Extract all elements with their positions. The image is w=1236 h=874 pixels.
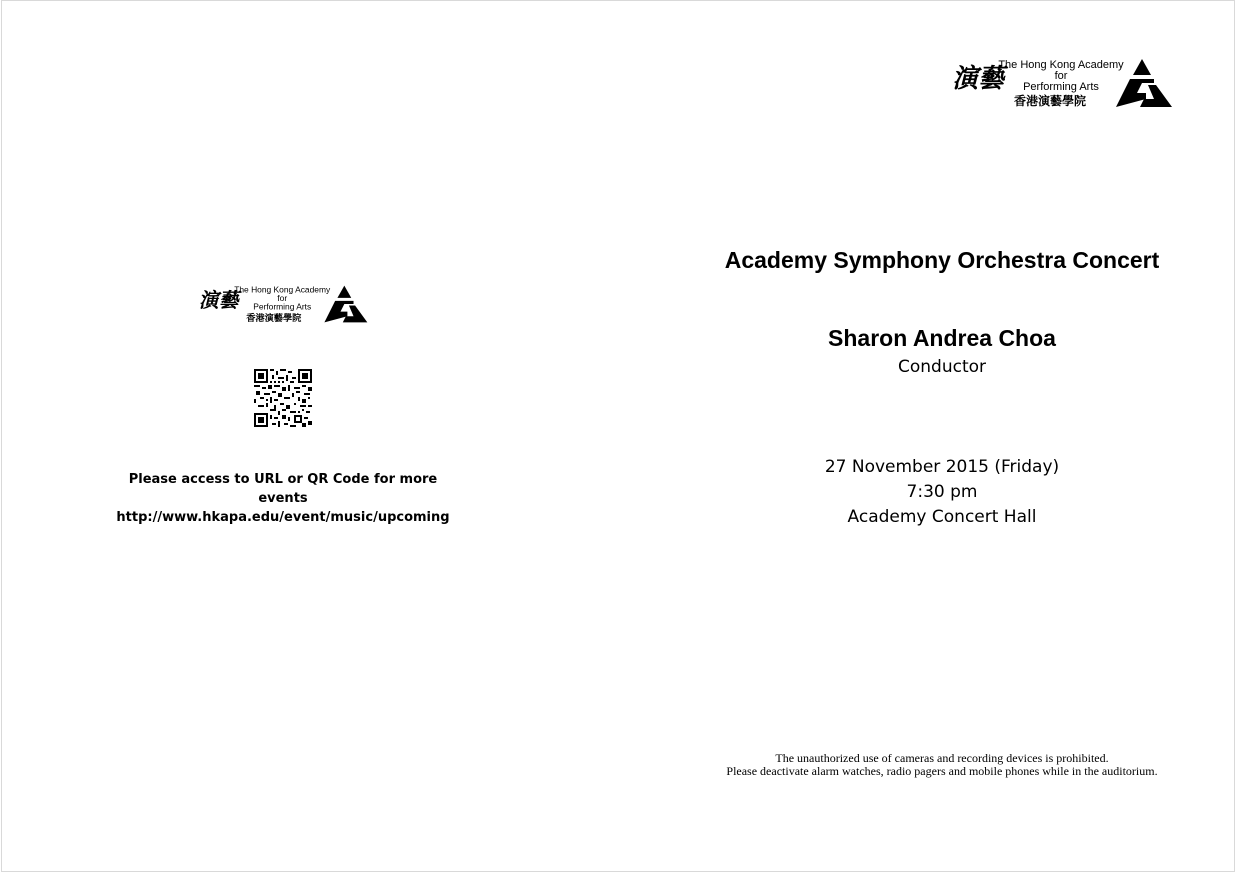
logo-english-line2: for [277, 292, 288, 303]
logo-english-line1: The Hong Kong Academy [998, 59, 1124, 71]
logo-calligraphy: 演藝 [198, 288, 239, 313]
logo-english-line2: for [1054, 70, 1068, 82]
logo-mark-icon [324, 286, 367, 323]
logo-calligraphy: 演藝 [952, 64, 1005, 94]
logo-english-line1: The Hong Kong Academy [234, 284, 331, 295]
concert-title: Academy Symphony Orchestra Concert [724, 247, 1160, 273]
event-details [702, 455, 1182, 530]
qr-code-icon[interactable] [251, 369, 315, 427]
more-events-note [102, 470, 464, 527]
conductor-name: Sharon Andrea Choa [828, 325, 1056, 351]
hkapa-logo-small [197, 281, 369, 327]
logo-english-line3: Performing Arts [253, 301, 312, 312]
logo-chinese-name: 香港演藝學院 [246, 312, 302, 324]
conductor-role: Conductor [897, 357, 986, 377]
notice-line-2: Please deactivate alarm watches, radio pagers and mobile phones while in the auditorium. [726, 764, 1158, 778]
event-date: 27 November 2015 (Friday) [824, 457, 1060, 477]
logo-english-line3: Performing Arts [1023, 81, 1099, 93]
event-venue: Academy Concert Hall [847, 507, 1037, 527]
notice-line-1: The unauthorized use of cameras and recording devices is prohibited. [775, 751, 1109, 765]
event-time: 7:30 pm [906, 482, 978, 502]
logo-chinese-name: 香港演藝學院 [1014, 94, 1087, 108]
logo-mark-icon [1116, 59, 1172, 107]
hkapa-logo [950, 53, 1174, 113]
events-url-link[interactable]: http://www.hkapa.edu/event/music/upcoming [116, 510, 450, 525]
recording-notice [702, 752, 1182, 778]
programme-page [1, 0, 1235, 872]
more-events-text: Please access to URL or QR Code for more events [128, 472, 438, 506]
